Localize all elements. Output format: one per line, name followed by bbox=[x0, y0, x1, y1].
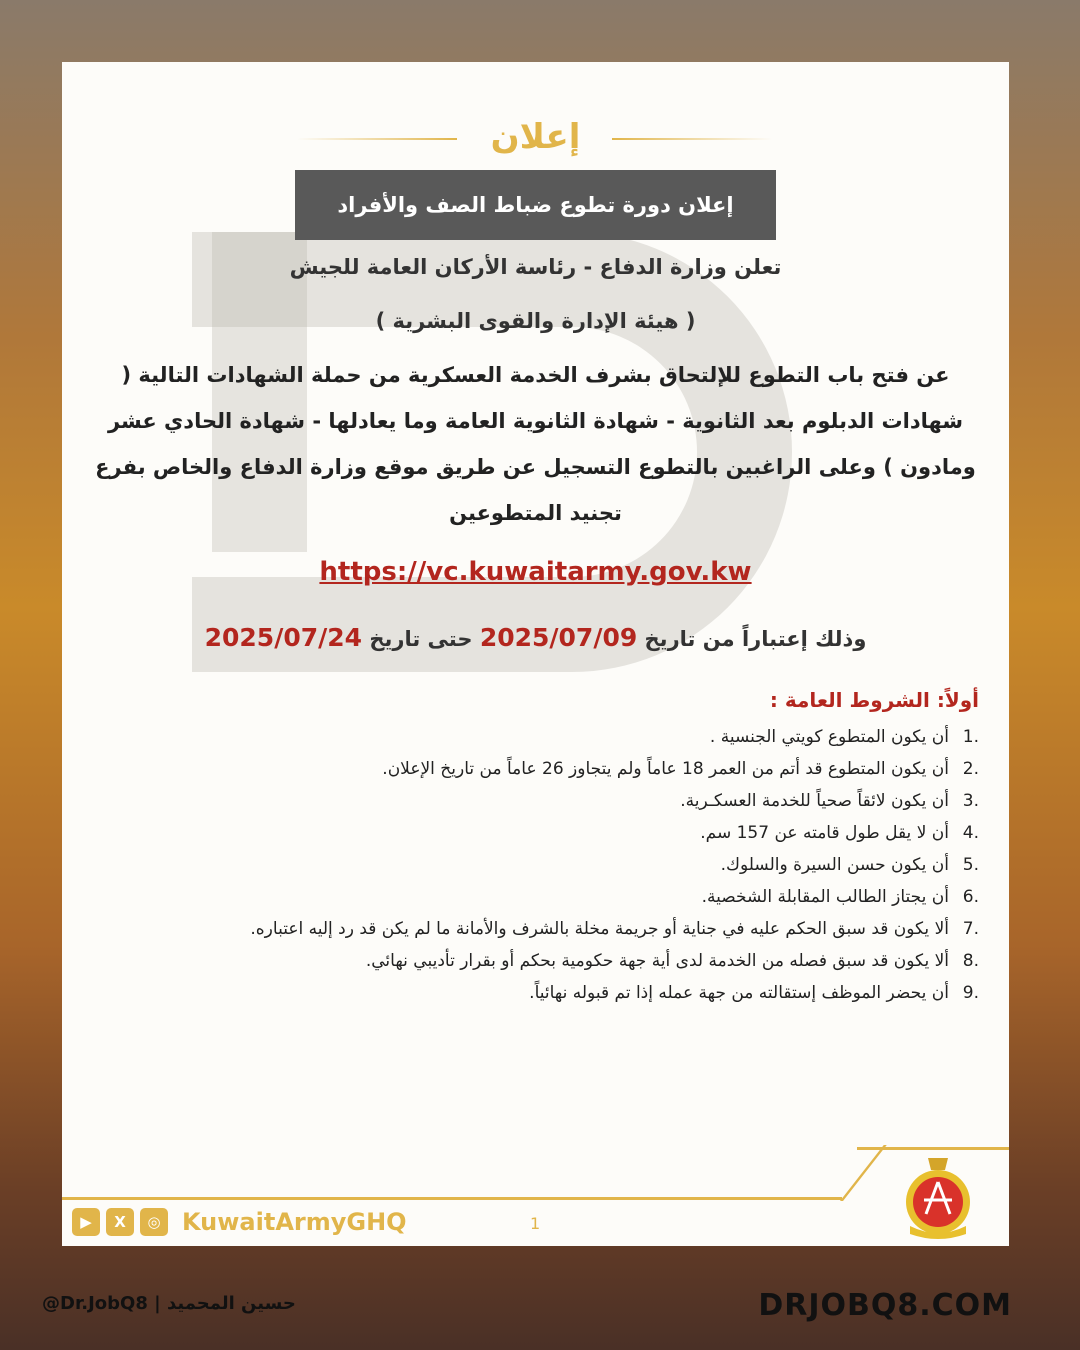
condition-text: أن يكون المتطوع كويتي الجنسية . bbox=[709, 727, 949, 747]
banner-heading: إعلان دورة تطوع ضباط الصف والأفراد bbox=[295, 170, 776, 240]
condition-text: أن يكون حسن السيرة والسلوك. bbox=[720, 855, 949, 875]
condition-item bbox=[102, 753, 979, 785]
conditions-list bbox=[92, 721, 979, 1009]
intro-line-2: ( هيئة الإدارة والقوى البشرية ) bbox=[375, 309, 696, 333]
date-prefix: وذلك إعتباراً من تاريخ bbox=[644, 627, 867, 651]
condition-text: أن يجتاز الطالب المقابلة الشخصية. bbox=[701, 887, 949, 907]
announcement-card bbox=[62, 62, 1009, 1246]
gold-divider-slant bbox=[840, 1145, 887, 1201]
condition-number: .2 bbox=[962, 759, 979, 779]
registration-link[interactable]: https://vc.kuwaitarmy.gov.kw bbox=[319, 557, 752, 587]
condition-item bbox=[102, 849, 979, 881]
condition-text: ألا يكون قد سبق الحكم عليه في جناية أو جريمة مخلة بالشرف والأمانة ما لم يكن قد رد إليه اعتباره. bbox=[250, 919, 949, 939]
condition-number: .9 bbox=[962, 983, 979, 1003]
date-range bbox=[92, 620, 979, 657]
announcement-content bbox=[92, 114, 979, 1009]
title-line-right bbox=[612, 138, 772, 140]
date-middle: حتى تاريخ bbox=[369, 627, 473, 651]
intro-line-1: تعلن وزارة الدفاع - رئاسة الأركان العامة للجيش bbox=[289, 255, 782, 279]
page-number: 1 bbox=[530, 1214, 541, 1233]
condition-number: .6 bbox=[962, 887, 979, 907]
start-date: 2025/07/09 bbox=[479, 623, 638, 652]
condition-number: .1 bbox=[962, 727, 979, 747]
conditions-title: أولاً: الشروط العامة : bbox=[769, 688, 979, 712]
condition-item bbox=[102, 785, 979, 817]
end-date: 2025/07/24 bbox=[204, 623, 363, 652]
condition-item bbox=[102, 945, 979, 977]
condition-number: .3 bbox=[962, 791, 979, 811]
condition-text: ألا يكون قد سبق فصله من الخدمة لدى أية جهة حكومية بحكم أو بقرار تأديبي نهائي. bbox=[365, 951, 949, 971]
gold-divider bbox=[62, 1197, 842, 1200]
title-row bbox=[92, 114, 979, 160]
condition-number: .5 bbox=[962, 855, 979, 875]
condition-number: .7 bbox=[962, 919, 979, 939]
condition-item bbox=[102, 721, 979, 753]
author-credit: @Dr.JobQ8 | حسين المحميد bbox=[42, 1293, 296, 1314]
condition-number: .4 bbox=[962, 823, 979, 843]
condition-text: أن يكون لائقاً صحياً للخدمة العسكـرية. bbox=[680, 791, 949, 811]
youtube-icon[interactable]: ▶ bbox=[72, 1208, 100, 1236]
site-domain: DRJOBQ8.COM bbox=[758, 1288, 1012, 1323]
page-title: إعلان bbox=[490, 117, 581, 157]
social-bar bbox=[72, 1208, 407, 1236]
gold-divider-right bbox=[857, 1147, 1009, 1150]
instagram-icon[interactable]: ◎ bbox=[140, 1208, 168, 1236]
condition-item bbox=[102, 913, 979, 945]
title-line-left bbox=[297, 138, 457, 140]
condition-text: أن لا يقل طول قامته عن 157 سم. bbox=[700, 823, 949, 843]
social-handle[interactable]: KuwaitArmyGHQ bbox=[182, 1208, 407, 1236]
condition-item bbox=[102, 977, 979, 1009]
condition-text: أن يحضر الموظف إستقالته من جهة عمله إذا تم قبوله نهائياً. bbox=[529, 983, 949, 1003]
condition-item bbox=[102, 881, 979, 913]
x-icon[interactable]: X bbox=[106, 1208, 134, 1236]
condition-number: .8 bbox=[962, 951, 979, 971]
kuwait-army-emblem-icon bbox=[900, 1152, 976, 1242]
condition-text: أن يكون المتطوع قد أتم من العمر 18 عاماً ولم يتجاوز 26 عاماً من تاريخ الإعلان. bbox=[382, 759, 949, 779]
intro-body: عن فتح باب التطوع للإلتحاق بشرف الخدمة العسكرية من حملة الشهادات التالية ( شهادات الدبلوم بعد الثانوية - شهادة الثانوية العامة وما يعادلها - شهادة الحادي عشر ومادون ) وعلى الراغبين بالتطوع التسجيل عن طريق موقع وزارة الدفاع والخاص بفرع تجنيد المتطوعين bbox=[95, 363, 976, 525]
condition-item bbox=[102, 817, 979, 849]
